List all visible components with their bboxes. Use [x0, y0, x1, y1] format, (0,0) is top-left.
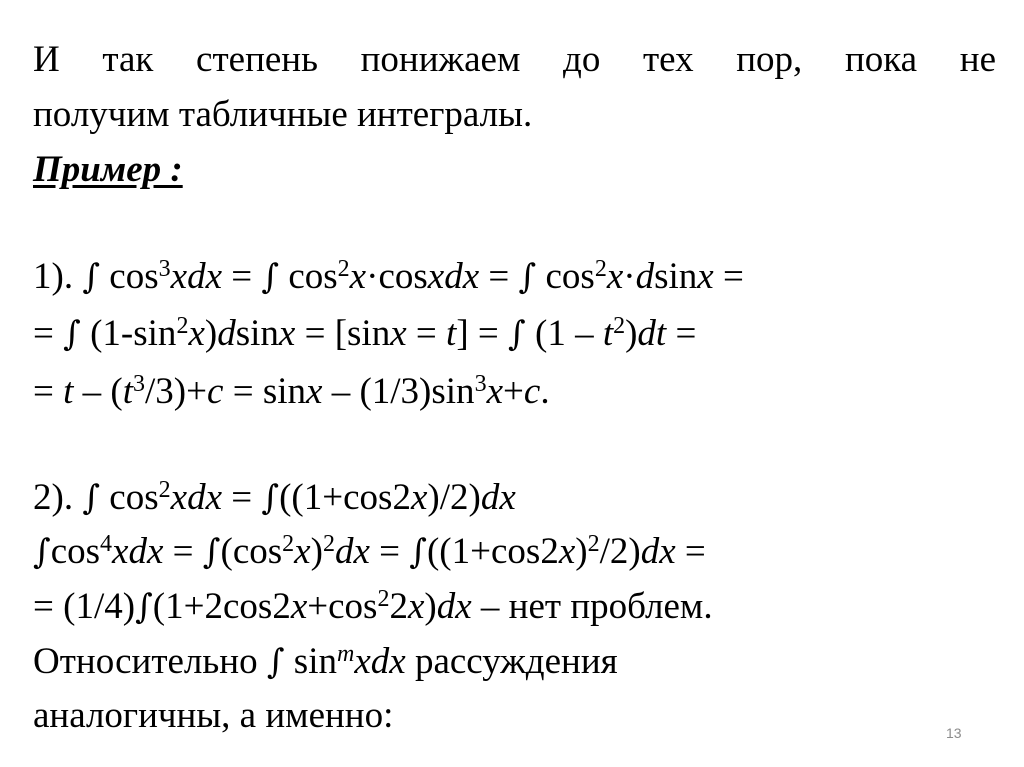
outro-text-line-1: [33, 640, 618, 684]
equation: Относительно ∫ $\sin^mxdx$ рассуждения: [33, 641, 618, 682]
equation: ∫ $\cos^2xdx = \int((1+\cos 2x)/2)dx$: [82, 477, 516, 518]
equation: $\int\cos^4xdx = \int(\cos^2x)^2dx = \int((1+\cos 2x)^2/2)dx$ =: [33, 531, 706, 572]
example-2-line-3: [33, 585, 713, 629]
example-number: 1).: [33, 256, 74, 297]
equation: ∫ $\cos^3xdx$ = ∫ $\cos^2x\cdot cosxdx$ = ∫ $\cos^2x\cdot dsinx$ =: [82, 256, 744, 297]
example-2-line-2: [33, 530, 706, 574]
equation: = $t - (t^3/3)+c = \sin x - (1/3)\sin^3x+c$.: [33, 371, 550, 412]
example-number: 2).: [33, 477, 74, 518]
outro-text-line-2: аналогичны, а именно:: [33, 695, 394, 736]
equation: = $(1/4)\int(1+2\cos 2x+\cos^22x)dx$ – нет проблем.: [33, 586, 713, 627]
example-heading: Пример :: [33, 149, 183, 190]
example-1-line-3: [33, 370, 550, 414]
example-2-line-1: [33, 476, 516, 520]
example-1-line-2: [33, 312, 696, 356]
page-number: 13: [946, 725, 962, 741]
equation: = ∫ $(1-\sin^2x)dsinx = [\sin x = t]$ = ∫ $(1 - t^2)dt$ =: [33, 313, 697, 354]
example-1-line-1: [33, 255, 744, 299]
intro-text-line-1: И так степень понижаем до тех пор, пока не: [33, 39, 996, 80]
intro-text-line-2: получим табличные интегралы.: [33, 94, 533, 135]
